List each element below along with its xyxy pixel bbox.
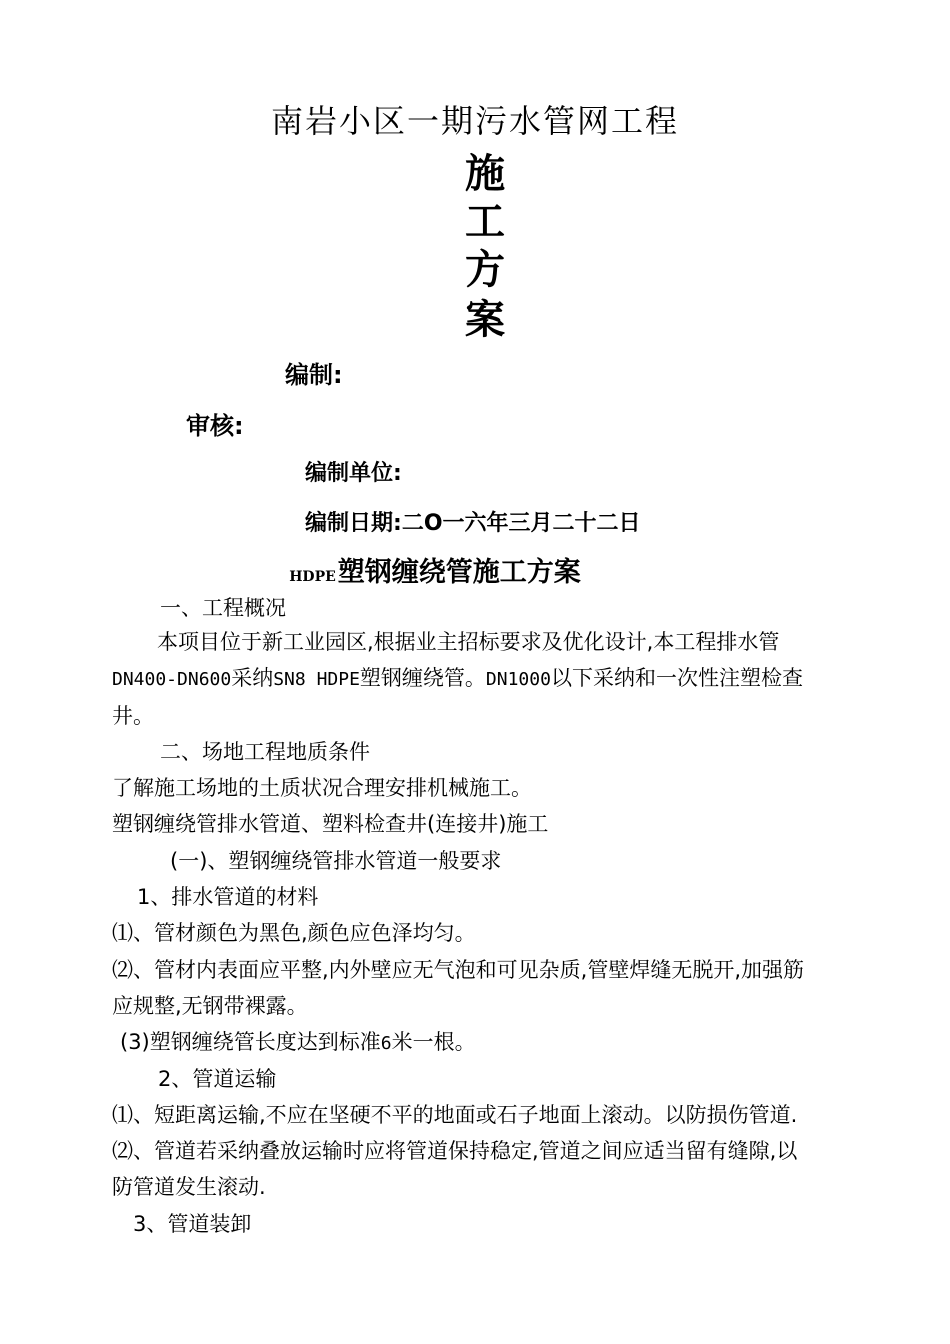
compiled-by-label: 编制: xyxy=(285,361,343,389)
pipe-size-range: DN400-DN600 xyxy=(112,669,232,690)
section-2-heading: 二、场地工程地质条件 xyxy=(160,740,370,764)
item-3-heading: 3、管道装卸 xyxy=(133,1212,252,1236)
big-title-char-3: 方 xyxy=(465,247,505,293)
section-3-heading: (一)、塑钢缠绕管排水管道一般要求 xyxy=(170,849,502,873)
text-fragment: 米一根。 xyxy=(391,1030,476,1054)
compile-date-label: 编制日期: xyxy=(305,511,402,536)
doc-title xyxy=(0,550,870,589)
item-2-b-line-2: 防管道发生滚动. xyxy=(112,1175,266,1199)
section-1-para-line-2 xyxy=(112,660,803,698)
doc-title-prefix: HDPE xyxy=(289,569,336,585)
compile-date-value: 二O一六年三月二十二日 xyxy=(401,511,641,536)
section-2-para-2: 塑钢缠绕管排水管道、塑料检查井(连接井)施工 xyxy=(112,812,549,836)
section-2-para-1: 了解施工场地的土质状况合理安排机械施工。 xyxy=(112,776,532,800)
item-1-c xyxy=(120,1024,476,1062)
big-title-char-4: 案 xyxy=(465,297,505,343)
project-title: 南岩小区一期污水管网工程 xyxy=(270,102,679,140)
section-1-heading: 一、工程概况 xyxy=(160,596,286,620)
item-2-b-line-1: ⑵、管道若采纳叠放运输时应将管道保持稳定,管道之间应适当留有缝隙,以 xyxy=(112,1139,798,1163)
pipe-spec: SN8 HDPE xyxy=(273,669,360,690)
section-1-para-line-1: 本项目位于新工业园区,根据业主招标要求及优化设计,本工程排水管 xyxy=(157,630,780,654)
doc-title-text: 塑钢缠绕管施工方案 xyxy=(337,557,581,588)
item-1-b-line-2: 应规整,无钢带裸露。 xyxy=(112,994,308,1018)
compile-date xyxy=(305,506,641,537)
item-1-heading: 1、排水管道的材料 xyxy=(137,885,319,909)
compiling-unit-label: 编制单位: xyxy=(305,461,402,486)
reviewed-by-label: 审核: xyxy=(186,412,244,440)
pipe-size-limit: DN1000 xyxy=(485,669,551,690)
text-fragment: 采纳 xyxy=(231,666,274,690)
section-1-para-line-3: 井。 xyxy=(112,704,154,728)
big-title-char-2: 工 xyxy=(465,199,505,245)
text-fragment: 以下采纳和一次性注塑检查 xyxy=(550,666,803,690)
item-2-a: ⑴、短距离运输,不应在坚硬不平的地面或石子地面上滚动。以防损伤管道. xyxy=(112,1103,798,1127)
item-1-b-line-1: ⑵、管材内表面应平整,内外壁应无气泡和可见杂质,管壁焊缝无脱开,加强筋 xyxy=(112,958,805,982)
big-title-char-1: 施 xyxy=(465,151,505,197)
text-fragment: (3)塑钢缠绕管长度达到标准 xyxy=(120,1030,381,1054)
item-2-heading: 2、管道运输 xyxy=(158,1067,277,1091)
item-1-a: ⑴、管材颜色为黑色,颜色应色泽均匀。 xyxy=(112,921,476,945)
text-fragment: 塑钢缠绕管。 xyxy=(359,666,486,690)
length-number: 6 xyxy=(380,1033,392,1054)
